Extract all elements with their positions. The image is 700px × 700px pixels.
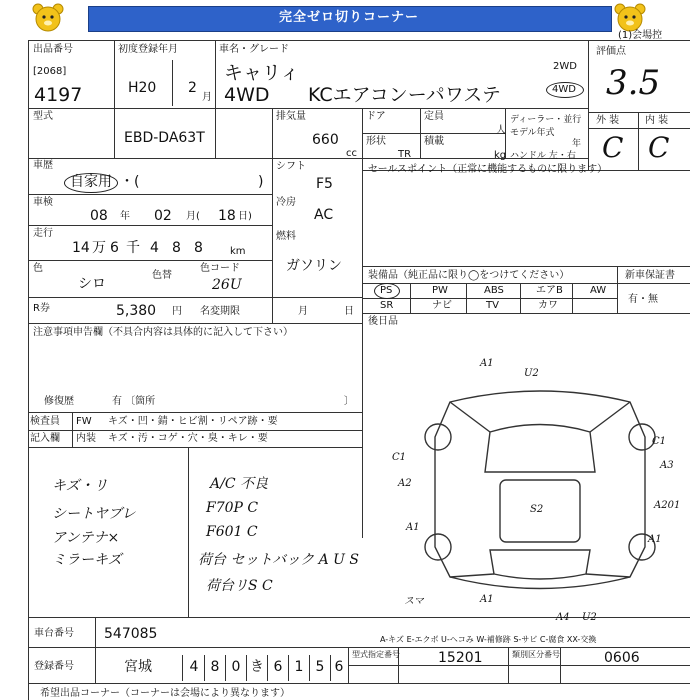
- dmg-label-a3-right: A3: [660, 460, 674, 471]
- drive: 4WD: [224, 84, 270, 106]
- dmg-label-s2: S2: [530, 504, 544, 515]
- dmg-label-c1-left: C1: [392, 452, 407, 463]
- reg-region: 宮城: [124, 659, 152, 675]
- chassis-label: 車台番号: [34, 628, 74, 639]
- color-label: 色: [33, 263, 43, 274]
- dmg-label-a1-bottom: A1: [480, 594, 494, 605]
- mileage-man: 14: [72, 240, 90, 256]
- plate-digit-8: 6: [334, 659, 344, 675]
- warranty-label: 新車保証書: [625, 270, 675, 281]
- equip-aw: AW: [590, 285, 607, 296]
- note-right-1: A/C 不良: [210, 476, 268, 492]
- person-unit: 人: [496, 125, 506, 136]
- color-code-label: 色コード: [200, 263, 240, 274]
- warranty-value: 有・無: [628, 294, 658, 305]
- equip-navi: ナビ: [432, 300, 452, 311]
- month: 2: [188, 80, 197, 96]
- load-label: 積載: [424, 136, 444, 147]
- name-label: 車名・グレード: [219, 44, 289, 55]
- dmg-label-a4: A4: [556, 612, 570, 623]
- equip-abs: ABS: [484, 285, 504, 296]
- sales-point-label: セールスポイント（正常に機能するものに限ります）: [368, 164, 608, 175]
- sub-number: [2068]: [33, 66, 67, 77]
- dmg-label-a2-left: A2: [398, 478, 412, 489]
- history-dot: ・(: [120, 174, 140, 190]
- dmg-label-a1-top: A1: [480, 358, 494, 369]
- first-reg-label: 初度登録年月: [118, 44, 178, 55]
- mileage-d3: 8: [194, 240, 203, 256]
- color-value: シロ: [78, 276, 106, 292]
- shaken-day-unit: 日): [238, 211, 252, 222]
- plate-digit-3: 0: [231, 659, 241, 675]
- fuel-value: ガソリン: [286, 258, 342, 274]
- car-damage-diagram: [390, 362, 690, 617]
- interior-items: キズ・汚・コゲ・穴・臭・キレ・要: [108, 433, 268, 444]
- reg-label: 登録番号: [34, 661, 74, 672]
- mileage-sen: 6: [110, 240, 119, 256]
- eval-label: 評価点: [596, 46, 626, 57]
- exterior-grade: C: [602, 131, 624, 164]
- mileage-d2: 8: [172, 240, 181, 256]
- four-wd: 4WD: [552, 84, 576, 95]
- note-left-3: アンテナ×: [52, 530, 120, 546]
- repair-label: 修復歴: [44, 396, 74, 407]
- note-right-2: F70P C: [206, 500, 259, 516]
- fw-items: キズ・凹・錆・ヒビ割・リペア跡・要: [108, 416, 278, 427]
- eval-score: 3.5: [606, 63, 661, 103]
- class-value: 0606: [604, 650, 640, 666]
- color-code-value: 26U: [212, 277, 242, 293]
- note-left-4: ミラーキズ: [52, 552, 122, 568]
- note-right-3: F601 C: [206, 524, 258, 540]
- month-unit: 月: [202, 92, 212, 103]
- note-right-4: 荷台 セットバック A U S: [198, 552, 360, 568]
- recycle-yen: 円: [172, 306, 182, 317]
- shape-value: TR: [398, 149, 412, 160]
- displacement-label: 排気量: [276, 111, 306, 122]
- shaken-month-unit: 月(: [186, 211, 200, 222]
- note-left-1: キズ・リ: [52, 478, 108, 494]
- mileage-d1: 4: [150, 240, 159, 256]
- repair-value: 有 〔箇所: [112, 396, 156, 407]
- capacity-label: 定員: [424, 111, 444, 122]
- corner-note: (1)会場控: [618, 30, 663, 41]
- recycle-label: R券: [33, 303, 50, 314]
- ac-label: 冷房: [276, 197, 296, 208]
- class-label: 類別区分番号: [512, 650, 560, 659]
- plate-digit-6: 1: [294, 659, 304, 675]
- dealer-label: ディーラー・並行: [510, 115, 582, 125]
- plate-digit-7: 5: [315, 659, 325, 675]
- chassis-value: 547085: [104, 626, 158, 642]
- mileage-man-unit: 万: [92, 240, 106, 256]
- rear-seat-label: 後日品: [368, 316, 398, 327]
- inspector-label-2: 記入欄: [30, 433, 60, 444]
- plate-digit-5: 6: [273, 659, 283, 675]
- equip-tv: TV: [486, 300, 499, 311]
- dmg-label-suma: スマ: [404, 596, 424, 607]
- bottom-corner-label: 希望出品コーナー（コーナーは会場により異なります）: [40, 688, 290, 699]
- shift-label: シフト: [276, 161, 306, 172]
- private-use: 自家用: [70, 174, 112, 190]
- mileage-label: 走行: [33, 228, 53, 239]
- mileage-sen-unit: 千: [126, 240, 140, 256]
- equip-pw: PW: [432, 285, 448, 296]
- lot-number: 4197: [34, 84, 83, 106]
- equip-ps: PS: [380, 285, 393, 296]
- era: H20: [128, 80, 157, 96]
- ac-value: AC: [314, 207, 334, 223]
- dmg-label-a1-right: A1: [648, 534, 662, 545]
- type-value: EBD-DA63T: [124, 130, 205, 146]
- banner: [0, 0, 700, 38]
- exterior-label: 外 装: [596, 115, 620, 126]
- history-label: 車歴: [33, 160, 53, 171]
- interior-grade: C: [648, 131, 670, 164]
- type-label: 型式: [33, 111, 53, 122]
- recycle-amount: 5,380: [116, 303, 157, 319]
- transfer-day: 日: [344, 306, 354, 317]
- interior-check-label: 内装: [76, 433, 96, 444]
- grade: KCエアコンーパワステ: [308, 84, 501, 106]
- shift-value: F5: [316, 176, 333, 192]
- note-left-2: シートヤブレ: [52, 506, 136, 522]
- color-change-label: 色替: [152, 270, 172, 281]
- notes-label: 注意事項申告欄（不具合内容は具体的に記入して下さい）: [33, 327, 293, 338]
- banner-title: 完全ゼロ切りコーナー: [278, 10, 419, 25]
- inspector-label-1: 検査員: [30, 416, 60, 427]
- car-name: キャリィ: [224, 62, 300, 84]
- lot-label: 出品番号: [33, 44, 73, 55]
- type-cert-label: 型式指定番号: [352, 650, 400, 659]
- plate-digit-2: 8: [210, 659, 220, 675]
- displacement-value: 660: [312, 132, 339, 148]
- year-unit: 年: [572, 139, 582, 149]
- bear-mascot-icon: [30, 2, 66, 36]
- shaken-label: 車検: [33, 197, 53, 208]
- plate-digit-1: 4: [189, 659, 199, 675]
- type-cert-value: 15201: [438, 650, 483, 666]
- kg-unit: kg: [494, 150, 507, 161]
- shaken-year: 08: [90, 208, 108, 224]
- dmg-label-a1-left: A1: [406, 522, 420, 533]
- note-right-5: 荷台リS C: [206, 578, 273, 594]
- door-label: ドア: [366, 111, 386, 122]
- transfer-label: 名変期限: [200, 306, 240, 317]
- dmg-label-a201: A201: [654, 500, 681, 511]
- handle-label: ハンドル 左・右: [510, 151, 576, 161]
- repair-close: 〕: [344, 396, 354, 407]
- km-unit: km: [230, 246, 246, 257]
- interior-label: 内 装: [645, 115, 669, 126]
- dmg-label-c1-right: C1: [652, 436, 667, 447]
- history-close: ): [258, 174, 264, 190]
- transfer-month: 月: [298, 306, 308, 317]
- equip-sr: SR: [380, 300, 394, 311]
- fuel-label: 燃料: [276, 231, 296, 242]
- model-year-label: モデル年式: [510, 128, 555, 138]
- damage-legend: A-キズ E-エクボ U-ヘコみ W-補修跡 S-サビ C-腐食 XX-交換: [380, 635, 597, 644]
- fw-label: FW: [76, 416, 92, 427]
- two-wd: 2WD: [553, 61, 577, 72]
- dmg-label-u2-top: U2: [524, 368, 539, 379]
- shaken-year-unit: 年: [120, 211, 130, 222]
- shaken-day: 18: [218, 208, 236, 224]
- equipment-label: 装備品（純正品に限り◯をつけてください）: [368, 270, 570, 281]
- equip-airbag: エアB: [536, 285, 563, 296]
- dmg-label-u2-bottom: U2: [582, 612, 597, 623]
- plate-digit-4: き: [250, 659, 264, 675]
- shape-label: 形状: [366, 136, 386, 147]
- cc-unit: cc: [346, 148, 357, 159]
- shaken-month: 02: [154, 208, 172, 224]
- equip-leather: カワ: [538, 300, 558, 311]
